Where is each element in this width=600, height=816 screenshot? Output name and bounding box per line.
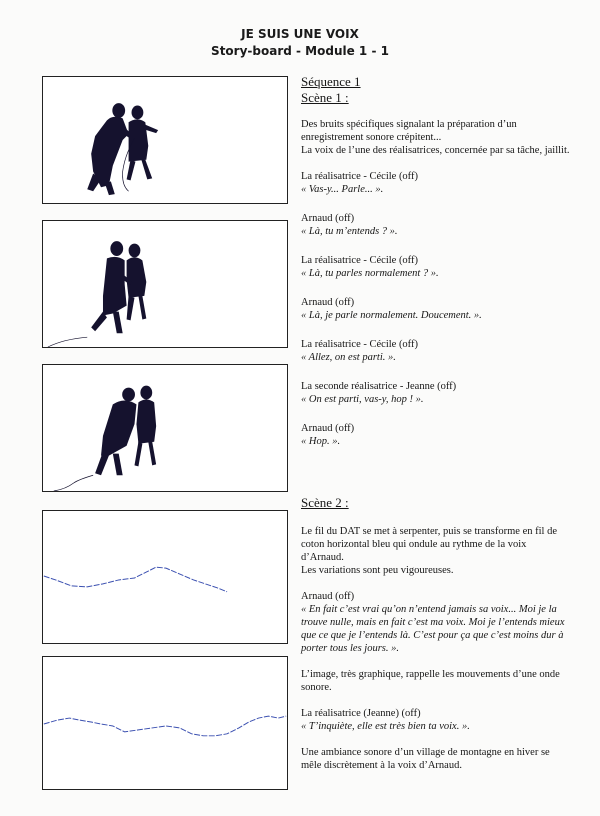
dialogue-speaker: La réalisatrice - Cécile (off)	[301, 255, 418, 266]
dialogue-speaker: La réalisatrice - Cécile (off)	[301, 171, 418, 182]
dialogue-speaker: La réalisatrice - Cécile (off)	[301, 339, 418, 350]
storyboard-frame-5	[42, 656, 288, 790]
storyboard-frame-3	[42, 364, 288, 492]
scene-2-title: Scène 2 :	[301, 495, 349, 510]
dialogue-line: « Là, tu m’entends ? ».	[301, 226, 398, 237]
thread-wave-illustration-1	[43, 511, 287, 643]
dialogue-line: « T’inquiète, elle est très bien ta voix. ».	[301, 721, 470, 732]
dialogue-line: « Vas-y... Parle... ».	[301, 184, 384, 195]
dialogue-line: « Là, je parle normalement. Doucement. ».	[301, 310, 482, 321]
scene-1-title: Scène 1 :	[301, 90, 349, 105]
document-title: JE SUIS UNE VOIX	[241, 27, 359, 41]
dialogue-line: « Hop. ».	[301, 436, 341, 447]
dialogue-speaker: La réalisatrice (Jeanne) (off)	[301, 708, 421, 719]
dialogue-speaker: La seconde réalisatrice - Jeanne (off)	[301, 381, 457, 392]
dialogue-speaker: Arnaud (off)	[301, 213, 355, 224]
document-header	[0, 26, 600, 60]
dialogue-speaker: Arnaud (off)	[301, 297, 355, 308]
scene-2-description-1: Le fil du DAT se met à serpenter, puis se transforme en fil de coton horizontal bleu qui ondule au rythme de la voix d’Arnaud.	[301, 526, 557, 563]
scene-2-description-3: L’image, très graphique, rappelle les mouvements d’une onde sonore.	[301, 669, 560, 693]
scene-2-description-2: Les variations sont peu vigoureuses.	[301, 565, 454, 576]
scene-2-description-4: Une ambiance sonore d’un village de montagne en hiver se mêle discrètement à la voix d’Arnaud.	[301, 747, 550, 771]
storyboard-frame-4	[42, 510, 288, 644]
scene-1-text	[301, 74, 571, 448]
dialogue-line: « En fait c’est vrai qu’on n’entend jamais sa voix... Moi je la trouve nulle, mais en fait c’est ma voix. Moi je l’entends mieux que ce que je l’entends là. C’est pour ça que c’est moins dur à porter tous les jours. ».	[301, 604, 565, 654]
thread-wave-illustration-2	[43, 657, 287, 789]
storyboard-frame-1	[42, 76, 288, 204]
document-subtitle: Story-board - Module 1 - 1	[211, 44, 389, 58]
dialogue-speaker: Arnaud (off)	[301, 423, 355, 434]
sequence-title: Séquence 1	[301, 74, 361, 89]
silhouette-illustration-2	[43, 221, 287, 347]
dialogue-line: « On est parti, vas-y, hop ! ».	[301, 394, 424, 405]
dialogue-speaker: Arnaud (off)	[301, 591, 355, 602]
dialogue-line: « Allez, on est parti. ».	[301, 352, 396, 363]
scene-1-intro-2: La voix de l’une des réalisatrices, concernée par sa tâche, jaillit.	[301, 145, 570, 156]
storyboard-frame-2	[42, 220, 288, 348]
scene-2-text	[301, 525, 571, 772]
dialogue-line: « Là, tu parles normalement ? ».	[301, 268, 439, 279]
silhouette-illustration-1	[43, 77, 287, 203]
silhouette-illustration-3	[43, 365, 287, 491]
scene-1-intro-1: Des bruits spécifiques signalant la préparation d’un enregistrement sonore crépitent...	[301, 119, 517, 143]
